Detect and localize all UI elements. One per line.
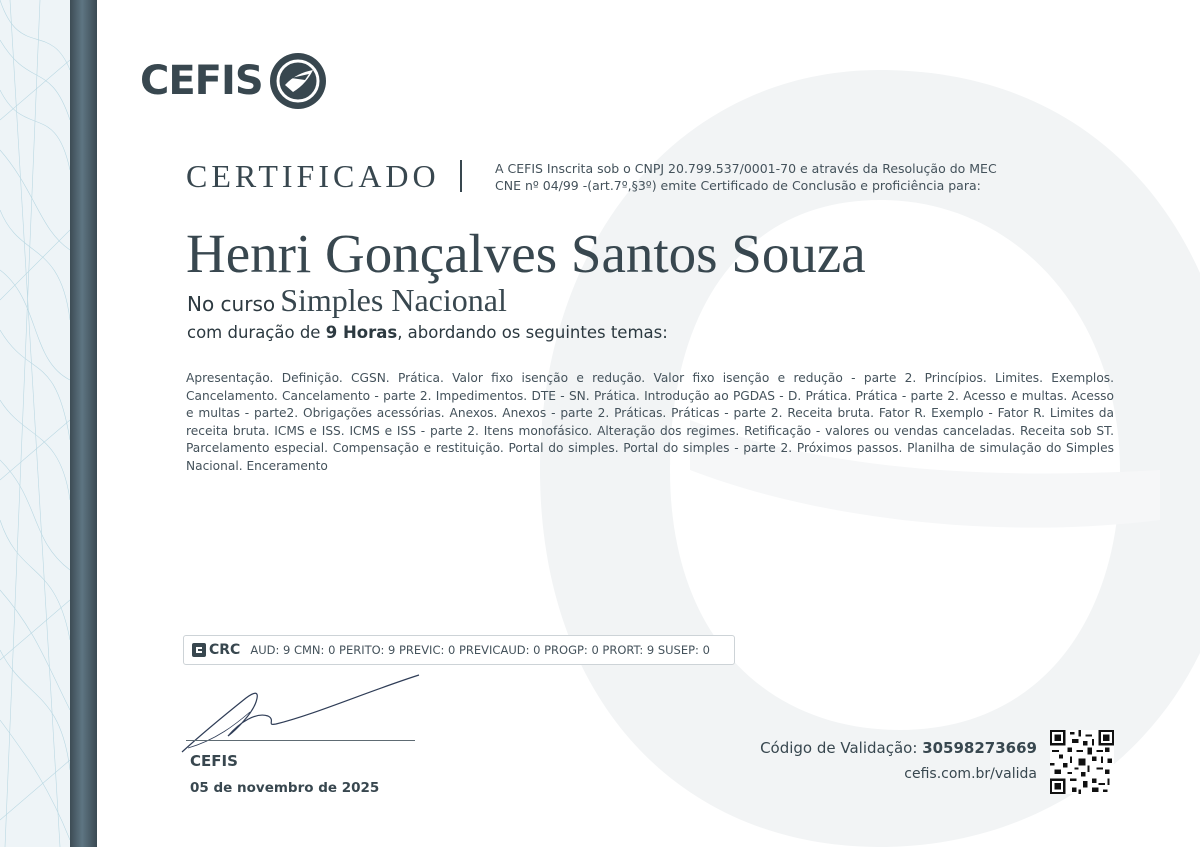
duration-value: 9 Horas xyxy=(325,323,398,342)
signatory-name: CEFIS xyxy=(190,752,238,770)
duration-line xyxy=(187,323,668,342)
signature-line xyxy=(186,740,415,741)
validation-url: cefis.com.br/valida xyxy=(904,766,1037,782)
duration-suffix: , abordando os seguintes temas: xyxy=(397,323,668,342)
certificate-title: CERTIFICADO xyxy=(186,158,440,194)
course-topics: Apresentação. Definição. CGSN. Prática. Valor fixo isenção e redução. Valor fixo isenção e redução - parte 2. Princípios. Limites. Exemplos. Cancelamento. Cancelamento - parte 2. Impedimentos. DTE - SN. Prática. Introdução ao PGDAS - D. Prática. Prática - parte 2. Acesso e multas. Acesso e multas - parte2. Obrigações acessórias. Anexos. Anexos - parte 2. Práticas. Práticas - parte 2. Receita bruta. Fator R. Exemplo - Fator R. Limites da receita bruta. ICMS e ISS. ICMS e ISS - parte 2. Itens monofásico. Alteração dos regimes. Retificação - valores ou vendas canceladas. Receita sob ST. Parcelamento especial. Compensação e restituição. Portal do simples. Portal do simples - parte 2. Próximos passos. Planilha de simulação do Simples Nacional. Enceramento xyxy=(186,371,1114,473)
crc-logo-text: CRC xyxy=(209,642,241,658)
issue-date: 05 de novembro de 2025 xyxy=(190,780,380,796)
pattern-lines xyxy=(0,0,70,847)
side-stripe xyxy=(70,0,97,847)
title-divider xyxy=(460,160,462,192)
duration-prefix: com duração de xyxy=(187,323,321,342)
validation-code: 30598273669 xyxy=(922,739,1037,757)
validation-label: Código de Validação: xyxy=(760,739,918,757)
crc-points-box xyxy=(183,635,735,665)
decorative-pattern xyxy=(0,0,70,847)
course-prefix: No curso xyxy=(187,292,276,316)
cefis-logo-icon xyxy=(269,52,327,110)
crc-points: AUD: 9 CMN: 0 PERITO: 9 PREVIC: 0 PREVICAUD: 0 PROGP: 0 PRORT: 9 SUSEP: 0 xyxy=(250,643,710,657)
logo-text: CEFIS xyxy=(140,58,263,104)
certificate-intro: A CEFIS Inscrita sob o CNPJ 20.799.537/0001-70 e através da Resolução do MEC CNE nº 04/99 -(art.7º,§3º) emite Certificado de Conclusão e proficiência para: xyxy=(495,161,997,193)
course-line xyxy=(187,282,507,319)
signature-image xyxy=(176,670,426,760)
crc-logo-icon xyxy=(192,643,206,657)
crc-logo xyxy=(192,642,240,658)
cefis-logo xyxy=(140,52,327,110)
validation-code-line xyxy=(760,739,1037,757)
recipient-name: Henri Gonçalves Santos Souza xyxy=(186,223,866,284)
qr-code-icon xyxy=(1050,730,1114,794)
course-name: Simples Nacional xyxy=(280,282,507,318)
